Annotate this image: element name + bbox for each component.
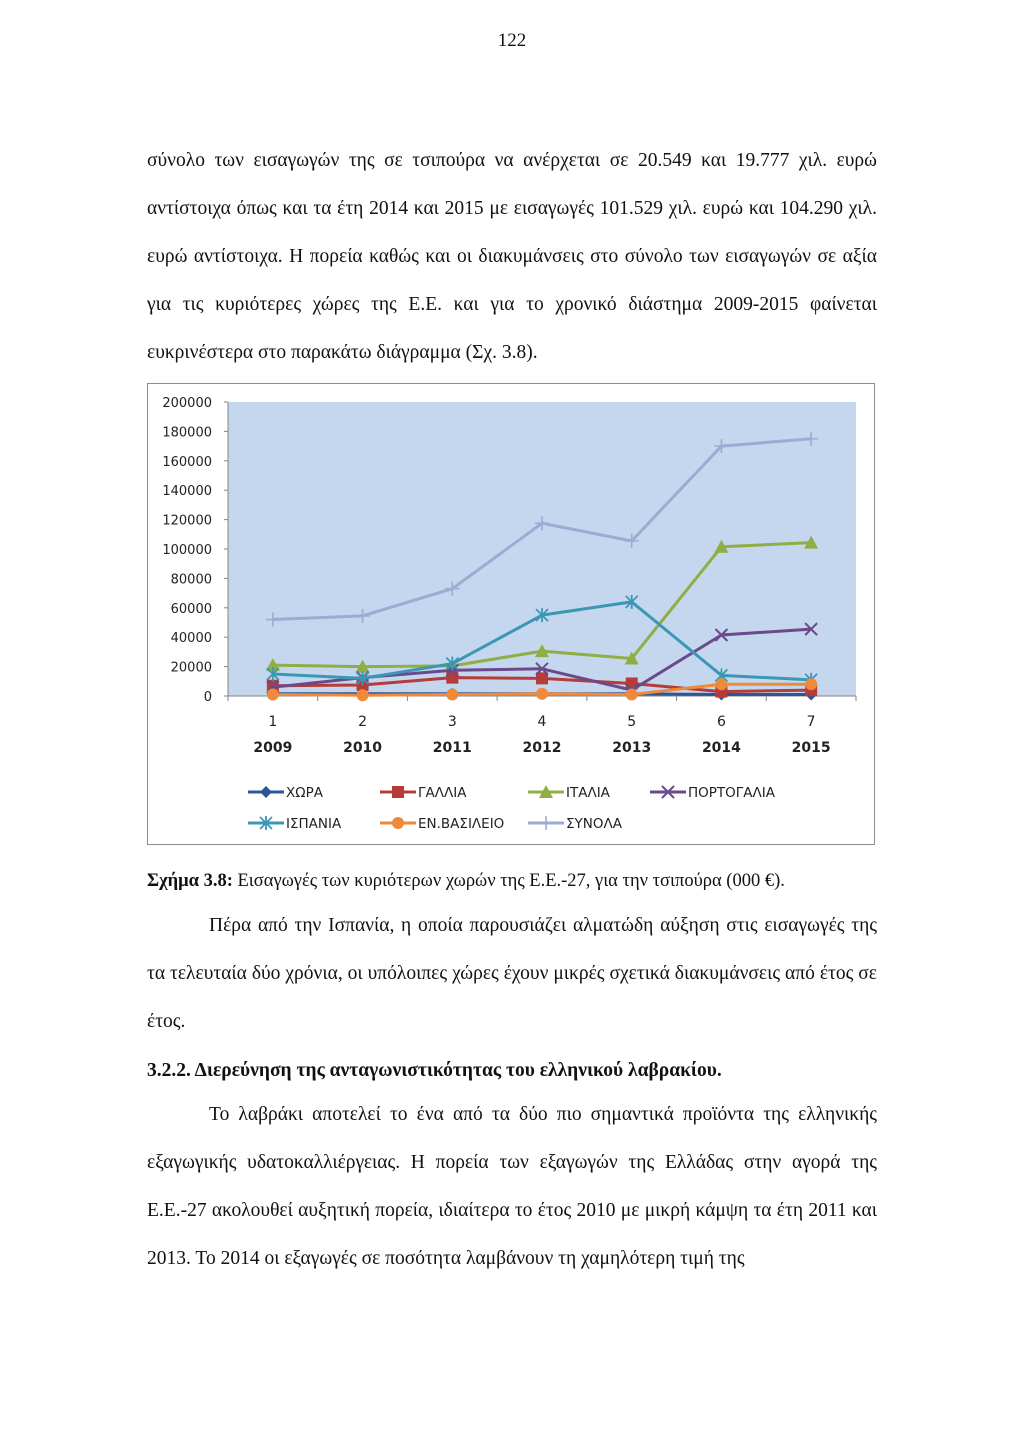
legend-label: ΙΣΠΑΝΙΑ	[286, 816, 342, 832]
y-tick-label: 40000	[170, 631, 212, 647]
legend-item	[380, 785, 467, 801]
legend-label: ΧΩΡΑ	[286, 785, 323, 801]
figure-caption	[147, 868, 877, 894]
data-point	[715, 678, 727, 690]
data-point	[626, 689, 638, 701]
paragraph-seabass-text: Το λαβράκι αποτελεί το ένα από τα δύο πιο σημαντικά προϊόντα της ελληνικής εξαγωγικής υδατοκαλλιέργειας. Η πορεία των εξαγωγών της Ελλάδας στην αγορά της Ε.Ε.-27 ακολουθεί αυξητική πορεία, ιδιαίτερα το έτος 2010 με μικρή κάμψη τα έτη 2011 και 2013. Το 2014 οι εξαγωγές σε ποσότητα λαμβάνουν τη χαμηλότερη τιμή της	[147, 1104, 877, 1269]
y-tick-label: 200000	[162, 396, 212, 411]
legend-marker	[392, 786, 404, 798]
legend-label: ΕΝ.ΒΑΣΙΛΕΙΟ	[418, 816, 505, 832]
x-year-label: 2015	[791, 740, 831, 756]
data-point	[357, 689, 369, 701]
section-heading: 3.2.2. Διερεύνηση της ανταγωνιστικότητας του ελληνικού λαβρακίου.	[147, 1060, 722, 1081]
data-point	[446, 689, 458, 701]
x-year-label: 2014	[701, 740, 741, 756]
paragraph-intro: σύνολο των εισαγωγών της σε τσιπούρα να ανέρχεται σε 20.549 και 19.777 χιλ. ευρώ αντίστοιχα όπως και τα έτη 2014 και 2015 με εισαγωγές 101.529 χιλ. ευρώ και 104.290 χιλ. ευρώ αντίστοιχα. Η πορεία καθώς και οι διακυμάνσεις στο σύνολο των εισαγωγών σε αξία για τις κυριότερες χώρες της Ε.Ε. και για το χρονικό διάστημα 2009-2015 φαίνεται ευκρινέστερα στο παρακάτω διάγραμμα (Σχ. 3.8).	[147, 150, 877, 363]
legend-marker	[260, 786, 272, 798]
y-tick-label: 160000	[162, 454, 212, 470]
legend-item	[380, 816, 504, 832]
legend-marker	[539, 816, 553, 830]
caption-label: Σχήμα 3.8:	[147, 871, 233, 891]
legend-label: ΠΟΡΤΟΓΑΛΙΑ	[688, 785, 775, 801]
data-point	[267, 689, 279, 701]
x-year-label: 2012	[522, 740, 562, 756]
y-tick-label: 0	[203, 690, 212, 705]
x-tick-label: 5	[627, 714, 637, 730]
y-tick-label: 100000	[162, 543, 212, 558]
x-year-label: 2009	[253, 740, 293, 756]
x-year-label: 2013	[612, 740, 652, 756]
x-tick-label: 2	[358, 714, 368, 730]
x-tick-label: 6	[716, 714, 726, 730]
legend-label: ΙΤΑΛΙΑ	[566, 785, 610, 801]
page-number: 122	[497, 30, 527, 51]
legend-item	[248, 785, 324, 801]
paragraph-spain	[147, 902, 877, 1046]
y-tick-label: 120000	[162, 513, 212, 529]
paragraph-spain-text: Πέρα από την Ισπανία, η οποία παρουσιάζει αλματώδη αύξηση στις εισαγωγές της τα τελευταία δύο χρόνια, οι υπόλοιπες χώρες έχουν μικρές σχετικά διακυμάνσεις από έτος σε έτος.	[147, 915, 877, 1032]
data-point	[536, 688, 548, 700]
x-tick-label: 3	[447, 714, 457, 730]
data-point	[805, 678, 817, 690]
y-tick-label: 20000	[170, 660, 212, 676]
x-year-label: 2011	[432, 740, 472, 756]
x-tick-label: 4	[537, 714, 547, 730]
figure-3-8	[147, 383, 875, 845]
x-tick-label: 7	[806, 714, 816, 730]
x-tick-label: 1	[268, 714, 278, 730]
x-year-label: 2010	[343, 740, 383, 756]
legend-item	[650, 785, 776, 801]
y-tick-label: 140000	[162, 484, 212, 500]
legend-item	[248, 816, 342, 832]
y-tick-label: 60000	[170, 601, 212, 617]
legend-label: ΓΑΛΛΙΑ	[418, 785, 467, 801]
legend-marker	[392, 817, 404, 829]
y-tick-label: 180000	[162, 425, 212, 441]
y-tick-label: 80000	[170, 572, 212, 588]
legend-label: ΣΥΝΟΛΑ	[566, 816, 622, 832]
legend-item	[528, 816, 623, 832]
caption-text: Εισαγωγές των κυριότερων χωρών της Ε.Ε.-27, για την τσιπούρα (000 €).	[232, 871, 785, 891]
legend-item	[528, 785, 611, 801]
paragraph-seabass	[147, 1091, 877, 1283]
imports-line-chart	[148, 384, 876, 846]
